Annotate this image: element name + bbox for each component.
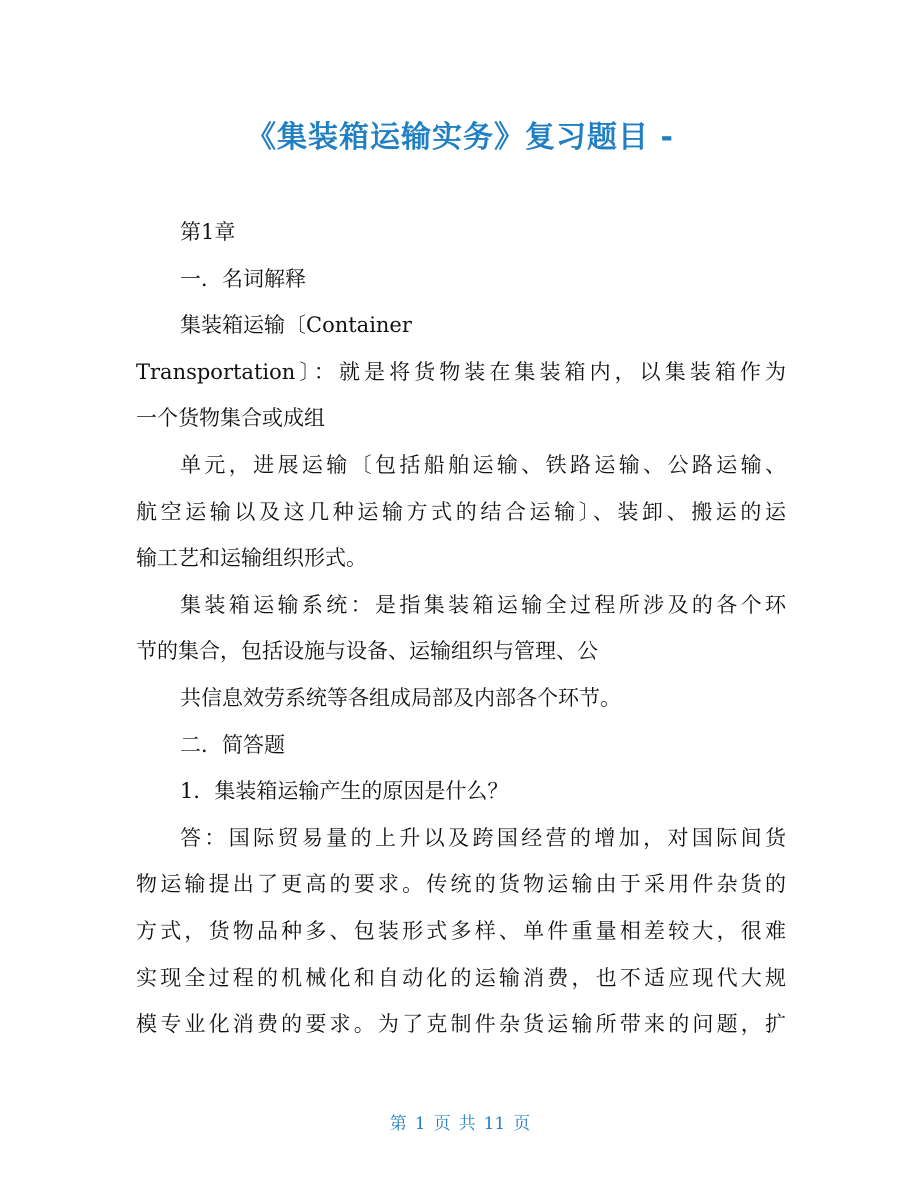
answer-line: 实现全过程的机械化和自动化的运输消费，也不适应现代大规: [136, 965, 786, 990]
paragraph-line: 单元，进展运输〔包括船舶运输、铁路运输、公路运输、: [180, 452, 786, 477]
paragraph-line: 共信息效劳系统等各组成局部及内部各个环节。: [180, 685, 621, 710]
footer-label: 共: [458, 1114, 476, 1134]
document-body: [136, 209, 786, 1048]
total-pages: 11: [483, 1114, 506, 1134]
answer-line: 物运输提出了更高的要求。传统的货物运输由于采用件杂货的: [136, 872, 786, 897]
footer-label: 页: [513, 1114, 531, 1134]
chapter-heading: 第1章: [180, 220, 236, 244]
paragraph-line: 航空运输以及这几种运输方式的结合运输〕、装卸、搬运的运: [136, 499, 786, 524]
footer-label: 页: [433, 1114, 451, 1134]
paragraph-line: 输工艺和运输组织形式。: [136, 546, 367, 571]
document-title: 《集装箱运输实务》复习题目 -: [246, 120, 674, 155]
footer-label: 第: [389, 1114, 407, 1134]
section-heading: 二．简答题: [180, 732, 285, 757]
page-number: 1: [414, 1114, 426, 1134]
question-line: 1．集装箱运输产生的原因是什么？: [180, 779, 509, 804]
paragraph-line: 集装箱运输系统：是指集装箱运输全过程所涉及的各个环: [180, 592, 786, 617]
answer-line: 答：国际贸易量的上升以及跨国经营的增加，对国际间货: [180, 825, 786, 850]
paragraph-line: 节的集合，包括设施与设备、运输组织与管理、公: [136, 639, 598, 664]
section-heading: 一．名词解释: [180, 266, 306, 291]
paragraph-line: 一个货物集合或成组: [136, 406, 325, 431]
page-footer: [0, 1112, 920, 1136]
paragraph-line: 集装箱运输〔Container: [180, 313, 412, 338]
answer-line: 模专业化消费的要求。为了克制件杂货运输所带来的问题，扩: [136, 1012, 786, 1037]
answer-line: 方式，货物品种多、包装形式多样、单件重量相差较大，很难: [136, 918, 786, 943]
paragraph-line: Transportation〕：就是将货物装在集装箱内，以集装箱作为: [136, 359, 786, 384]
